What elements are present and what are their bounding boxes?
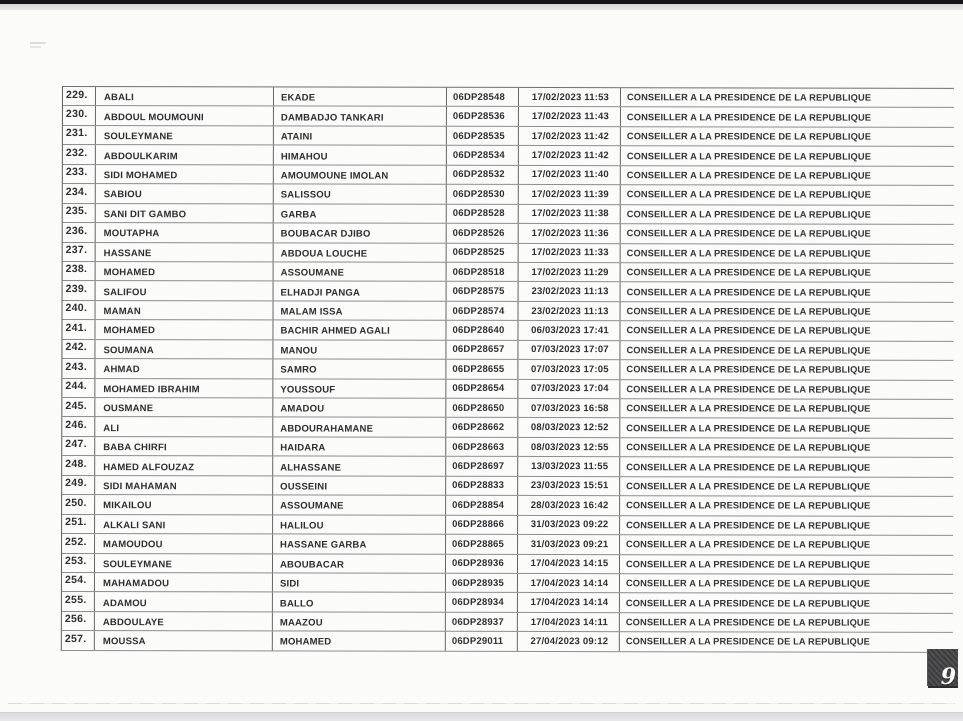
cell-function: CONSEILLER A LA PRESIDENCE DE LA REPUBLIQUE (626, 228, 871, 239)
cell-last-name: EKADE (274, 87, 447, 106)
cell-file-id: 06DP28532 (447, 166, 519, 185)
cell-row-number: 231. (63, 126, 96, 145)
cell-file-id: 06DP28518 (447, 263, 519, 282)
table-row (62, 612, 953, 633)
cell-first-name: BABA CHIRFI (95, 437, 273, 456)
cell-row-number: 252. (62, 534, 95, 553)
cell-date-time: 17/02/2023 11:38 (519, 205, 621, 224)
cell-row-number: 243. (62, 359, 95, 378)
table-row (62, 515, 953, 536)
cell-first-name: ABDOULKARIM (96, 145, 274, 164)
cell-file-id: 06DP28655 (446, 360, 518, 379)
cell-function: CONSEILLER A LA PRESIDENCE DE LA REPUBLIQUE (625, 558, 871, 570)
cell-function: CONSEILLER A LA PRESIDENCE DE LA REPUBLIQUE (626, 111, 872, 123)
cell-date-time: 13/03/2023 11:55 (518, 457, 620, 476)
cell-row-number: 253. (62, 554, 95, 573)
cell-last-name: ALHASSANE (273, 457, 446, 476)
cell-file-id: 06DP28697 (446, 457, 518, 476)
cell-file-id: 06DP28866 (446, 515, 518, 534)
cell-last-name: HALILOU (273, 515, 446, 534)
cell-date-time: 17/04/2023 14:15 (518, 554, 620, 573)
cell-first-name: SOULEYMANE (96, 126, 274, 145)
cell-row-number: 235. (63, 204, 96, 223)
cell-row-number: 230. (63, 106, 96, 125)
table-row (62, 573, 953, 594)
cell-date-time: 07/03/2023 17:07 (518, 341, 620, 360)
cell-row-number: 241. (62, 320, 95, 339)
cell-function: CONSEILLER A LA PRESIDENCE DE LA REPUBLIQUE (625, 617, 871, 628)
cell-last-name: ATAINI (274, 126, 447, 145)
cell-function: CONSEILLER A LA PRESIDENCE DE LA REPUBLIQUE (626, 481, 871, 492)
cell-file-id: 06DP28535 (447, 127, 519, 146)
cell-last-name: HAIDARA (273, 437, 446, 456)
cell-date-time: 06/03/2023 17:41 (518, 321, 620, 340)
cell-last-name: GARBA (274, 204, 447, 223)
cell-date-time: 17/02/2023 11:42 (519, 127, 621, 146)
cell-row-number: 254. (62, 573, 95, 592)
cell-last-name: SAMRO (273, 360, 446, 379)
cell-file-id: 06DP28936 (446, 554, 518, 573)
cell-first-name: ABDOUL MOUMOUNI (96, 107, 274, 126)
cell-last-name: YOUSSOUF (273, 379, 446, 398)
cell-row-number: 242. (62, 340, 95, 359)
cell-file-id: 06DP28536 (447, 107, 519, 126)
cell-function: CONSEILLER A LA PRESIDENCE DE LA REPUBLIQUE (626, 520, 871, 531)
cell-first-name: ALKALI SANI (95, 515, 273, 534)
cell-date-time: 17/04/2023 14:14 (518, 574, 620, 593)
cell-date-time: 31/03/2023 09:21 (518, 535, 620, 554)
table-row (63, 165, 954, 186)
cell-last-name: ABDOURAHAMANE (273, 418, 446, 437)
cell-date-time: 17/04/2023 14:14 (518, 593, 620, 612)
cell-row-number: 245. (62, 398, 95, 417)
cell-row-number: 250. (62, 495, 95, 514)
cell-date-time: 17/02/2023 11:33 (519, 243, 621, 262)
cell-last-name: DAMBADJO TANKARI (274, 107, 447, 126)
cell-last-name: SIDI (273, 573, 446, 592)
cell-first-name: HAMED ALFOUZAZ (95, 456, 273, 475)
cell-first-name: ABDOULAYE (95, 612, 273, 631)
page-number-badge (928, 649, 958, 690)
cell-date-time: 17/02/2023 11:42 (519, 146, 621, 165)
cell-row-number: 238. (63, 262, 96, 281)
cell-date-time: 17/02/2023 11:40 (519, 166, 621, 185)
cell-date-time: 23/02/2023 11:13 (519, 302, 621, 321)
cell-row-number: 233. (63, 165, 96, 184)
scan-top-gray-edge (0, 4, 963, 10)
cell-date-time: 17/02/2023 11:43 (519, 107, 621, 126)
table-row (63, 262, 954, 283)
personnel-register-table (61, 86, 954, 653)
cell-row-number: 249. (62, 476, 95, 495)
cell-function: CONSEILLER A LA PRESIDENCE DE LA REPUBLIQUE (626, 539, 871, 550)
cell-first-name: MOHAMED IBRAHIM (95, 379, 273, 398)
cell-last-name: ABOUBACAR (273, 554, 446, 573)
cell-last-name: HIMAHOU (274, 146, 447, 165)
cell-first-name: HASSANE (96, 243, 274, 262)
cell-file-id: 06DP28935 (446, 574, 518, 593)
cell-function: CONSEILLER A LA PRESIDENCE DE LA REPUBLIQUE (626, 306, 871, 317)
cell-row-number: 256. (62, 612, 95, 631)
cell-first-name: MAHAMADOU (95, 573, 273, 592)
cell-first-name: SALIFOU (96, 281, 274, 300)
cell-file-id: 06DP28526 (447, 224, 519, 243)
cell-row-number: 239. (63, 281, 96, 300)
cell-file-id: 06DP28640 (446, 321, 518, 340)
cell-row-number: 237. (63, 243, 96, 262)
cell-last-name: ELHADJI PANGA (274, 282, 447, 301)
cell-last-name: OUSSEINI (273, 476, 446, 495)
cell-first-name: MAMAN (96, 301, 274, 320)
cell-file-id: 06DP28937 (446, 613, 518, 632)
cell-file-id: 06DP28662 (446, 418, 518, 437)
cell-function: CONSEILLER A LA PRESIDENCE DE LA REPUBLIQUE (626, 345, 871, 356)
cell-row-number: 255. (62, 592, 95, 611)
cell-function: CONSEILLER A LA PRESIDENCE DE LA REPUBLIQUE (626, 383, 871, 395)
table-row (62, 398, 953, 419)
cell-last-name: MAAZOU (273, 612, 446, 631)
table-row (63, 106, 954, 127)
table-row (62, 340, 953, 361)
cell-first-name: MAMOUDOU (95, 534, 273, 553)
table-row (63, 204, 954, 225)
cell-row-number: 229. (63, 87, 96, 106)
table-row (63, 126, 954, 147)
table-row (62, 592, 953, 613)
cell-date-time: 08/03/2023 12:52 (518, 418, 620, 437)
cell-date-time: 28/03/2023 16:42 (518, 496, 620, 515)
table-row (62, 417, 953, 438)
table-row (63, 87, 954, 108)
table-row (62, 476, 953, 497)
cell-row-number: 248. (62, 456, 95, 475)
cell-date-time: 07/03/2023 17:04 (518, 380, 620, 399)
cell-last-name: BALLO (273, 593, 446, 612)
cell-first-name: MIKAILOU (95, 495, 273, 514)
cell-row-number: 236. (63, 223, 96, 242)
cell-last-name: BACHIR AHMED AGALI (273, 321, 446, 340)
cell-function: CONSEILLER A LA PRESIDENCE DE LA REPUBLIQUE (626, 209, 871, 220)
cell-date-time: 17/02/2023 11:29 (519, 263, 621, 282)
cell-date-time: 08/03/2023 12:55 (518, 438, 620, 457)
cell-last-name: MANOU (273, 340, 446, 359)
table-row (62, 437, 953, 458)
table-row (62, 320, 953, 341)
cell-file-id: 06DP28663 (446, 438, 518, 457)
cell-first-name: ADAMOU (95, 592, 273, 611)
cell-first-name: AHMAD (95, 359, 273, 378)
cell-file-id: 06DP28575 (447, 282, 519, 301)
table-row (63, 281, 954, 302)
page-number: 9 (940, 664, 956, 690)
cell-row-number: 251. (62, 515, 95, 534)
cell-file-id: 06DP28865 (446, 535, 518, 554)
cell-file-id: 06DP28854 (446, 496, 518, 515)
cell-last-name: MOHAMED (273, 632, 446, 651)
scan-artifact-mark (30, 42, 46, 50)
table-row (63, 184, 954, 205)
cell-file-id: 06DP28650 (446, 399, 518, 418)
cell-last-name: BOUBACAR DJIBO (274, 224, 447, 243)
cell-first-name: SOULEYMANE (95, 554, 273, 573)
cell-first-name: SIDI MAHAMAN (95, 476, 273, 495)
cell-function: CONSEILLER A LA PRESIDENCE DE LA REPUBLIQUE (626, 364, 871, 376)
cell-first-name: MOUTAPHA (96, 223, 274, 242)
table-row (62, 534, 953, 555)
cell-first-name: OUSMANE (95, 398, 273, 417)
cell-date-time: 17/04/2023 14:11 (518, 613, 620, 632)
cell-function: CONSEILLER A LA PRESIDENCE DE LA REPUBLIQUE (626, 422, 871, 434)
cell-function: CONSEILLER A LA PRESIDENCE DE LA REPUBLIQUE (626, 442, 871, 453)
cell-first-name: SOUMANA (95, 340, 273, 359)
cell-last-name: SALISSOU (274, 185, 447, 204)
cell-last-name: ASSOUMANE (274, 262, 447, 281)
cell-date-time: 23/02/2023 11:13 (519, 282, 621, 301)
cell-function: CONSEILLER A LA PRESIDENCE DE LA REPUBLIQUE (626, 170, 871, 181)
table-row (62, 495, 953, 516)
cell-function: CONSEILLER A LA PRESIDENCE DE LA REPUBLIQUE (625, 636, 871, 648)
cell-file-id: 06DP28833 (446, 477, 518, 496)
cell-first-name: MOUSSA (95, 631, 273, 650)
cell-row-number: 257. (62, 631, 95, 650)
cell-function: CONSEILLER A LA PRESIDENCE DE LA REPUBLIQUE (626, 403, 871, 414)
cell-function: CONSEILLER A LA PRESIDENCE DE LA REPUBLIQUE (625, 578, 871, 589)
cell-function: CONSEILLER A LA PRESIDENCE DE LA REPUBLIQUE (626, 131, 872, 142)
cell-date-time: 17/02/2023 11:36 (519, 224, 621, 243)
cell-function: CONSEILLER A LA PRESIDENCE DE LA REPUBLIQUE (625, 597, 871, 609)
cell-function: CONSEILLER A LA PRESIDENCE DE LA REPUBLIQUE (626, 325, 871, 337)
cell-file-id: 06DP29011 (446, 632, 518, 651)
table-row (62, 456, 953, 477)
cell-function: CONSEILLER A LA PRESIDENCE DE LA REPUBLIQUE (626, 92, 872, 103)
cell-date-time: 07/03/2023 17:05 (518, 360, 620, 379)
cell-file-id: 06DP28657 (446, 340, 518, 359)
cell-date-time: 23/03/2023 15:51 (518, 477, 620, 496)
cell-last-name: ABDOUA LOUCHE (274, 243, 447, 262)
cell-first-name: SABIOU (96, 184, 274, 203)
table-row (62, 631, 953, 652)
cell-date-time: 17/02/2023 11:39 (519, 185, 621, 204)
cell-row-number: 244. (62, 379, 95, 398)
cell-file-id: 06DP28534 (447, 146, 519, 165)
cell-first-name: ALI (95, 418, 273, 437)
cell-file-id: 06DP28574 (447, 302, 519, 321)
cell-file-id: 06DP28530 (447, 185, 519, 204)
table-row (63, 223, 954, 244)
cell-date-time: 31/03/2023 09:22 (518, 516, 620, 535)
cell-date-time: 27/04/2023 09:12 (518, 632, 620, 651)
cell-row-number: 234. (63, 184, 96, 203)
cell-file-id: 06DP28654 (446, 379, 518, 398)
cell-row-number: 232. (63, 145, 96, 164)
cell-last-name: ASSOUMANE (273, 496, 446, 515)
scan-bottom-faint-line (8, 703, 955, 704)
cell-row-number: 246. (62, 417, 95, 436)
cell-date-time: 07/03/2023 16:58 (518, 399, 620, 418)
cell-function: CONSEILLER A LA PRESIDENCE DE LA REPUBLIQUE (626, 150, 872, 162)
cell-function: CONSEILLER A LA PRESIDENCE DE LA REPUBLIQUE (626, 247, 871, 259)
table-row (63, 301, 954, 322)
cell-file-id: 06DP28528 (447, 204, 519, 223)
cell-function: CONSEILLER A LA PRESIDENCE DE LA REPUBLIQUE (626, 286, 871, 298)
cell-row-number: 240. (63, 301, 96, 320)
table-row (62, 554, 953, 575)
cell-file-id: 06DP28934 (446, 593, 518, 612)
cell-function: CONSEILLER A LA PRESIDENCE DE LA REPUBLIQUE (626, 267, 871, 278)
cell-first-name: MOHAMED (96, 262, 274, 281)
cell-last-name: AMADOU (273, 398, 446, 417)
cell-last-name: MALAM ISSA (274, 301, 447, 320)
table-row (62, 359, 953, 380)
table-row (63, 243, 954, 264)
cell-first-name: MOHAMED (95, 320, 273, 339)
cell-first-name: SIDI MOHAMED (96, 165, 274, 184)
cell-first-name: ABALI (96, 87, 274, 106)
cell-last-name: HASSANE GARBA (273, 535, 446, 554)
cell-last-name: AMOUMOUNE IMOLAN (274, 165, 447, 184)
cell-file-id: 06DP28525 (447, 243, 519, 262)
cell-file-id: 06DP28548 (447, 88, 519, 107)
cell-date-time: 17/02/2023 11:53 (519, 88, 621, 107)
cell-function: CONSEILLER A LA PRESIDENCE DE LA REPUBLIQUE (626, 189, 871, 201)
cell-first-name: SANI DIT GAMBO (96, 204, 274, 223)
cell-row-number: 247. (62, 437, 95, 456)
cell-function: CONSEILLER A LA PRESIDENCE DE LA REPUBLIQUE (626, 461, 871, 473)
cell-function: CONSEILLER A LA PRESIDENCE DE LA REPUBLIQUE (626, 500, 871, 512)
table-row (62, 379, 953, 400)
table-row (63, 145, 954, 166)
